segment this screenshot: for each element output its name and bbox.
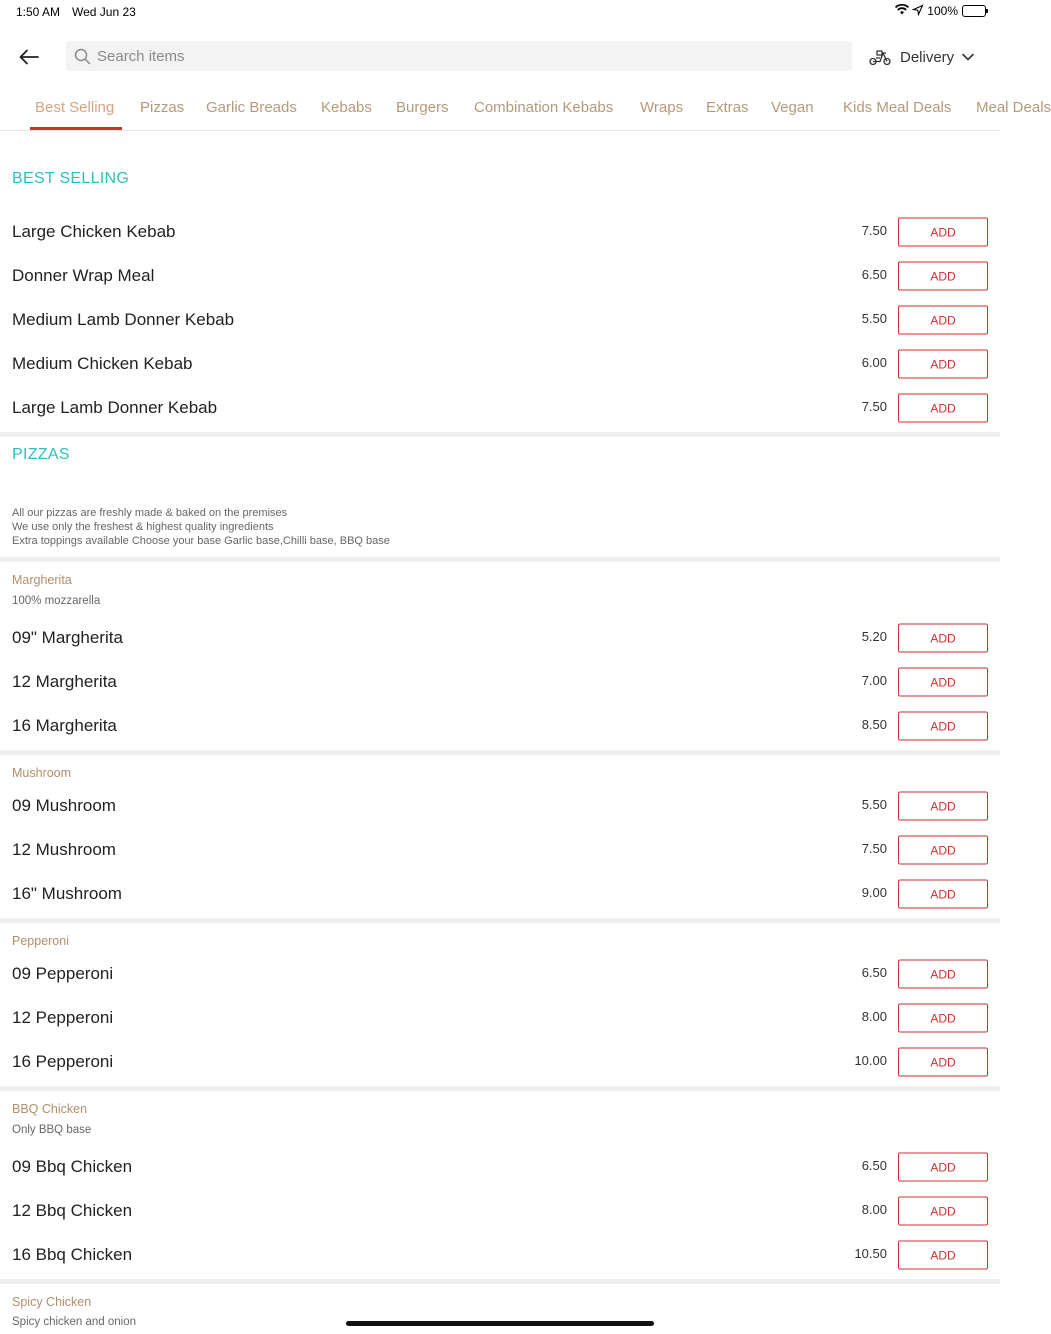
tab-wraps[interactable]: Wraps <box>640 99 684 116</box>
add-button[interactable]: ADD <box>898 1048 988 1077</box>
add-button[interactable]: ADD <box>898 1004 988 1033</box>
item-name: 16 Bbq Chicken <box>12 1245 133 1264</box>
item-name: Donner Wrap Meal <box>12 266 155 285</box>
add-button[interactable]: ADD <box>898 836 988 865</box>
item-price: 6.50 <box>861 965 887 980</box>
add-button[interactable]: ADD <box>898 1153 988 1182</box>
item-name: 12 Bbq Chicken <box>12 1201 133 1220</box>
item-price: 8.50 <box>861 717 887 732</box>
menu-item <box>0 386 1000 430</box>
menu-item <box>0 298 1000 342</box>
menu-item <box>0 828 1000 872</box>
item-price: 5.20 <box>861 629 887 644</box>
back-arrow-icon <box>19 49 39 65</box>
menu-item <box>0 616 1000 660</box>
status-icons <box>895 4 986 18</box>
item-name: Medium Chicken Kebab <box>12 354 193 373</box>
item-name: Large Lamb Donner Kebab <box>12 398 218 417</box>
menu-item <box>0 872 1000 916</box>
group-title: Margherita <box>12 573 72 587</box>
group-title: Mushroom <box>12 766 72 780</box>
item-price: 8.00 <box>861 1202 887 1217</box>
add-button[interactable]: ADD <box>898 880 988 909</box>
add-button[interactable]: ADD <box>898 394 988 423</box>
section-title-pizzas: PIZZAS <box>12 446 70 463</box>
delivery-selector[interactable] <box>868 44 974 70</box>
item-name: 09 Mushroom <box>12 796 116 815</box>
add-button[interactable]: ADD <box>898 792 988 821</box>
top-bar <box>0 40 1000 72</box>
item-price: 7.00 <box>861 673 887 688</box>
wifi-icon <box>895 4 909 18</box>
item-name: Medium Lamb Donner Kebab <box>12 310 235 329</box>
add-button[interactable]: ADD <box>898 1241 988 1270</box>
add-button[interactable]: ADD <box>898 262 988 291</box>
description-line: All our pizzas are freshly made & baked on the premises <box>12 507 288 519</box>
section-title-best-selling: BEST SELLING <box>12 170 130 187</box>
section-divider <box>0 1279 1000 1284</box>
menu-item <box>0 1040 1000 1084</box>
battery-percent: 100% <box>927 4 958 18</box>
scooter-icon <box>868 48 892 66</box>
group-title: BBQ Chicken <box>12 1102 88 1116</box>
add-button[interactable]: ADD <box>898 218 988 247</box>
item-price: 7.50 <box>861 223 887 238</box>
group-title: Pepperoni <box>12 934 69 948</box>
item-price: 6.50 <box>861 267 887 282</box>
chevron-down-icon <box>962 53 974 61</box>
item-name: 12 Pepperoni <box>12 1008 114 1027</box>
item-price: 7.50 <box>861 841 887 856</box>
add-button[interactable]: ADD <box>898 350 988 379</box>
status-bar <box>0 0 1000 24</box>
item-price: 6.00 <box>861 355 887 370</box>
item-price: 10.00 <box>854 1053 887 1068</box>
back-button[interactable] <box>14 42 44 72</box>
menu-item <box>0 704 1000 748</box>
tab-meal-deals[interactable]: Meal Deals <box>976 99 1051 116</box>
item-price: 10.50 <box>854 1246 887 1261</box>
description-line: Extra toppings available Choose your base Garlic base,Chilli base, BBQ base <box>12 535 390 547</box>
add-button[interactable]: ADD <box>898 668 988 697</box>
tab-pizzas[interactable]: Pizzas <box>140 99 185 116</box>
home-indicator[interactable] <box>346 1321 654 1326</box>
item-price: 5.50 <box>861 797 887 812</box>
tab-best-selling[interactable]: Best Selling <box>35 99 115 116</box>
menu-item <box>0 254 1000 298</box>
item-name: 16 Pepperoni <box>12 1052 114 1071</box>
menu-item <box>0 784 1000 828</box>
menu-item <box>0 342 1000 386</box>
group-title: Spicy Chicken <box>12 1295 92 1309</box>
section-divider <box>0 557 1000 562</box>
menu-item <box>0 1233 1000 1277</box>
category-tabs <box>0 92 1051 131</box>
tab-vegan[interactable]: Vegan <box>771 99 814 116</box>
add-button[interactable]: ADD <box>898 960 988 989</box>
item-name: 09 Pepperoni <box>12 964 114 983</box>
item-price: 5.50 <box>861 311 887 326</box>
section-description <box>12 506 390 548</box>
description-line: We use only the freshest & highest quality ingredients <box>12 521 274 533</box>
menu-item <box>0 996 1000 1040</box>
item-price: 7.50 <box>861 399 887 414</box>
tab-garlic-breads[interactable]: Garlic Breads <box>206 99 297 116</box>
add-button[interactable]: ADD <box>898 306 988 335</box>
item-price: 6.50 <box>861 1158 887 1173</box>
search-input[interactable] <box>97 48 797 65</box>
tab-combination-kebabs[interactable]: Combination Kebabs <box>474 99 614 116</box>
status-date: Wed Jun 23 <box>72 5 136 19</box>
item-price: 8.00 <box>861 1009 887 1024</box>
item-price: 9.00 <box>861 885 887 900</box>
group-subtitle: 100% mozzarella <box>12 595 101 607</box>
location-arrow-icon <box>913 4 923 18</box>
menu-item <box>0 210 1000 254</box>
battery-icon <box>962 5 986 17</box>
item-name: 16" Mushroom <box>12 884 122 903</box>
menu-item <box>0 1189 1000 1233</box>
menu-item <box>0 952 1000 996</box>
tab-burgers[interactable]: Burgers <box>396 99 449 116</box>
active-tab-indicator <box>30 127 122 130</box>
status-time: 1:50 AM <box>16 5 61 19</box>
search-icon <box>74 48 91 65</box>
item-name: 09 Bbq Chicken <box>12 1157 133 1176</box>
group-subtitle: Only BBQ base <box>12 1124 92 1136</box>
menu-item <box>0 660 1000 704</box>
item-name: Large Chicken Kebab <box>12 222 176 241</box>
section-divider <box>0 918 1000 923</box>
add-button[interactable]: ADD <box>898 1197 988 1226</box>
section-divider <box>0 432 1000 437</box>
section-divider <box>0 750 1000 755</box>
add-button[interactable]: ADD <box>898 712 988 741</box>
menu-item <box>0 1145 1000 1189</box>
group-subtitle: Spicy chicken and onion <box>12 1316 137 1328</box>
item-name: 12 Mushroom <box>12 840 116 859</box>
tab-extras[interactable]: Extras <box>706 99 749 116</box>
item-name: 16 Margherita <box>12 716 117 735</box>
tab-kids-meal-deals[interactable]: Kids Meal Deals <box>843 99 952 116</box>
search-bar[interactable] <box>66 41 852 71</box>
item-name: 12 Margherita <box>12 672 117 691</box>
tab-kebabs[interactable]: Kebabs <box>321 99 372 116</box>
section-divider <box>0 1086 1000 1091</box>
delivery-label: Delivery <box>900 48 955 66</box>
item-name: 09" Margherita <box>12 628 123 647</box>
add-button[interactable]: ADD <box>898 624 988 653</box>
